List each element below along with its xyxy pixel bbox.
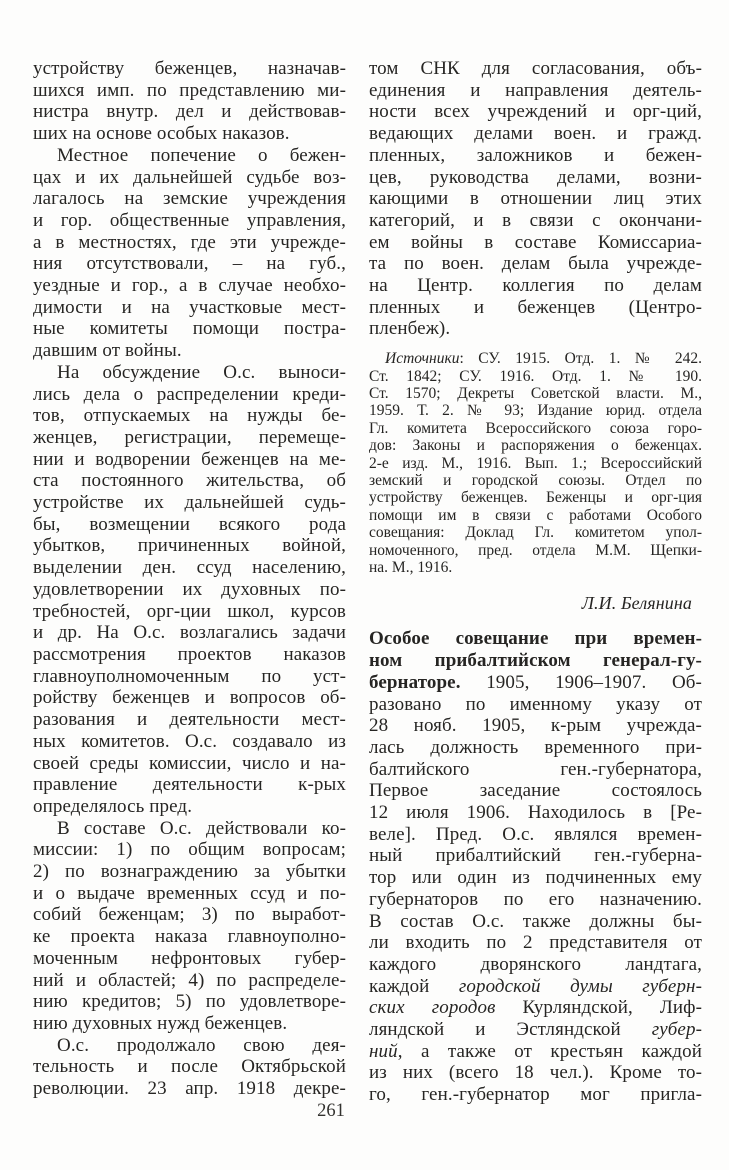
- text-line: ные комитеты помощи постра-: [33, 318, 346, 340]
- text-line: устройству беженцев. Беженцы и орг-ция: [369, 489, 702, 507]
- text-line: Первое заседание состоялось: [369, 780, 702, 802]
- text-line: ста постоянного жительства, об: [33, 470, 346, 492]
- text-line: уездные и гор., а в случае необхо-: [33, 275, 346, 297]
- text-line: убытков, причиненных войной,: [33, 535, 346, 557]
- text-line: В составе О.с. действовали ко-: [57, 817, 346, 839]
- text-line: на Центр. коллегия по делам: [369, 275, 702, 297]
- page-number: 261: [317, 1101, 345, 1121]
- text-line: помощи им в связи с работами Особого: [369, 506, 702, 524]
- text-line: 12 июля 1906. Находилось в [Ре-: [369, 802, 702, 824]
- text-line: губернаторов по его назначению.: [369, 888, 702, 910]
- text-line: революции. 23 апр. 1918 декре-: [33, 1078, 346, 1100]
- text-line: давшим от войны.: [33, 340, 182, 362]
- text-line: ных комитетов. О.с. создавало из: [33, 730, 346, 752]
- text-line: собий беженцам; 3) по выработ-: [33, 904, 346, 926]
- paragraph-continuation: [369, 58, 702, 340]
- text-line: [369, 593, 702, 613]
- text-line: ших на основе особых наказов.: [33, 123, 290, 145]
- text-run: Особое совещание при времен-: [369, 628, 702, 650]
- text-line: и гор. общественные управления,: [33, 209, 346, 231]
- text-line: нистра внутр. дел и действовав-: [33, 101, 346, 123]
- text-line: женцев, регистрации, перемеще-: [33, 426, 346, 448]
- text-run: Курляндской, Лиф-: [495, 997, 702, 1019]
- text-line: [369, 650, 702, 672]
- text-line: единения и направления деятель-: [369, 79, 702, 101]
- text-line: совещания: Доклад Гл. комитетом упол-: [369, 524, 702, 542]
- text-line: 28 нояб. 1905, к-рым учрежда-: [369, 715, 702, 737]
- text-line: лись дела о распределении креди-: [33, 383, 346, 405]
- entry-paragraph: [369, 628, 702, 1105]
- paragraph: [33, 362, 346, 818]
- text-run: 1905, 1906–1907. Об-: [460, 671, 702, 693]
- text-line: устройстве их дальнейшей судь-: [33, 492, 346, 514]
- text-line: ний и областей; 4) по распределе-: [33, 969, 346, 991]
- text-line: Гл. комитета Всероссийского союза горо-: [369, 419, 702, 437]
- text-line: моченным нефронтовых губер-: [33, 947, 346, 969]
- text-line: на. М., 1916.: [369, 559, 453, 577]
- text-line: лагалось на земские учреждения: [33, 188, 346, 210]
- text-line: рассмотрения проектов наказов: [33, 643, 346, 665]
- text-line: удовлетворении их духовных по-: [33, 578, 346, 600]
- text-run: каждой: [369, 975, 459, 997]
- text-line: главноуполномоченным по уст-: [33, 665, 346, 687]
- text-line: 2-е изд. М., 1916. Вып. 1.; Всероссийский: [369, 454, 702, 472]
- text-line: го, ген.-губернатор мог пригла-: [369, 1084, 702, 1106]
- text-line: нию кредитов; 5) по удовлетворе-: [33, 991, 346, 1013]
- text-line: устройству беженцев, назначав-: [33, 58, 346, 79]
- text-line: димости и на участковые мест-: [33, 296, 346, 318]
- right-column: [369, 58, 702, 1106]
- text-line: дов: Законы и распоряжения о беженцах.: [369, 437, 702, 455]
- text-run: Л.И. Белянина: [581, 593, 692, 614]
- text-run: ний: [369, 1040, 398, 1062]
- left-column: [33, 58, 346, 1100]
- text-line: определялось пред.: [33, 795, 193, 817]
- text-line: ройству беженцев и вопросов об-: [33, 687, 346, 709]
- text-line: [369, 1041, 702, 1063]
- text-line: Ст. 1842; СУ. 1916. Отд. 1. № 190.: [369, 367, 702, 385]
- text-line: [369, 1019, 702, 1041]
- text-line: миссии: 1) по общим вопросам;: [33, 839, 346, 861]
- text-line: 1959. Т. 2. № 93; Издание юрид. отдела: [369, 402, 702, 420]
- text-line: 2) по вознаграждению за убытки: [33, 861, 346, 883]
- text-line: ведающих делами воен. и гражд.: [369, 123, 702, 145]
- text-line: ности всех учреждений и орг-ций,: [369, 101, 702, 123]
- text-line: кающими в отношении лиц этих: [369, 188, 702, 210]
- text-run: бернаторе.: [369, 671, 461, 693]
- text-line: веле]. Пред. О.с. являлся времен-: [369, 823, 702, 845]
- text-line: О.с. продолжало свою дея-: [57, 1034, 346, 1056]
- text-line: [369, 976, 702, 998]
- text-run: ских городов: [369, 997, 496, 1019]
- text-line: цев, руководства делами, возни-: [369, 166, 702, 188]
- text-line: тов, отпускаемых на нужды бе-: [33, 405, 346, 427]
- text-line: та по воен. делам была учрежде-: [369, 253, 702, 275]
- text-run: , а также от крестьян каждой: [397, 1040, 702, 1062]
- text-line: лась должность временного при-: [369, 736, 702, 758]
- text-line: и о выдаче временных ссуд и по-: [33, 882, 346, 904]
- text-line: пленбеж).: [369, 318, 451, 340]
- text-line: разования и деятельности мест-: [33, 709, 346, 731]
- text-line: На обсуждение О.с. выноси-: [57, 361, 346, 383]
- text-line: требностей, орг-ции школ, курсов: [33, 600, 346, 622]
- text-line: [369, 350, 702, 367]
- text-line: нии и водворении беженцев на ме-: [33, 448, 346, 470]
- text-line: категорий, и в связи с окончани-: [369, 209, 702, 231]
- text-line: бы, возмещении всякого рода: [33, 513, 346, 535]
- text-line: цах и их дальнейшей судьбе воз-: [33, 166, 346, 188]
- text-line: правление деятельности к-рых: [33, 774, 346, 796]
- text-line: ный прибалтийский ген.-губерна-: [369, 845, 702, 867]
- paragraph: [33, 1035, 346, 1100]
- text-line: и др. На О.с. возлагались задачи: [33, 622, 346, 644]
- text-run: : СУ. 1915. Отд. 1. № 242.: [459, 350, 702, 368]
- text-line: выделении ден. ссуд населению,: [33, 557, 346, 579]
- text-line: ния отсутствовали, – на губ.,: [33, 253, 346, 275]
- text-line: пленных и беженцев (Центро-: [369, 296, 702, 318]
- text-line: том СНК для согласования, объ-: [369, 58, 702, 79]
- text-line: шихся имп. по представлению ми-: [33, 79, 346, 101]
- paragraph: [33, 145, 346, 362]
- paragraph-continuation: [33, 58, 346, 145]
- text-run: городской думы губерн-: [458, 975, 702, 997]
- text-line: ке проекта наказа главноуполно-: [33, 926, 346, 948]
- text-line: Ст. 1570; Декреты Советской власти. М.,: [369, 384, 702, 402]
- paragraph: [33, 818, 346, 1035]
- text-line: земский и городской союзы. Отдел по: [369, 471, 702, 489]
- text-line: разовано по именному указу от: [369, 693, 702, 715]
- text-line: пленных, заложников и бежен-: [369, 144, 702, 166]
- text-line: номоченного, пред. отдела М.М. Щепки-: [369, 541, 702, 559]
- text-line: своей среды комиссии, число и на-: [33, 752, 346, 774]
- text-line: ли входить по 2 представителя от: [369, 932, 702, 954]
- text-line: а в местностях, где эти учрежде-: [33, 231, 346, 253]
- author-byline: [369, 593, 702, 613]
- text-line: тельность и после Октябрьской: [33, 1056, 346, 1078]
- text-line: Местное попечение о бежен-: [57, 144, 346, 166]
- text-line: В состав О.с. также должны бы-: [369, 910, 702, 932]
- text-run: ном прибалтийском генерал-гу-: [369, 650, 702, 672]
- text-run: губер-: [651, 1019, 702, 1041]
- text-line: [369, 997, 702, 1019]
- text-line: тор или один из подчиненных ему: [369, 867, 702, 889]
- sources-paragraph: [369, 350, 702, 576]
- text-line: [369, 672, 702, 694]
- text-line: нию духовных нужд беженцев.: [33, 1012, 288, 1034]
- text-line: каждого дворянского ландтага,: [369, 953, 702, 975]
- text-run: ляндской и Эстляндской: [369, 1019, 652, 1041]
- text-line: [369, 628, 702, 650]
- text-line: ем войны в составе Комиссариа-: [369, 231, 702, 253]
- text-run: Источники: [385, 350, 460, 368]
- text-line: из них (всего 18 чел.). Кроме то-: [369, 1062, 702, 1084]
- text-line: балтийского ген.-губернатора,: [369, 758, 702, 780]
